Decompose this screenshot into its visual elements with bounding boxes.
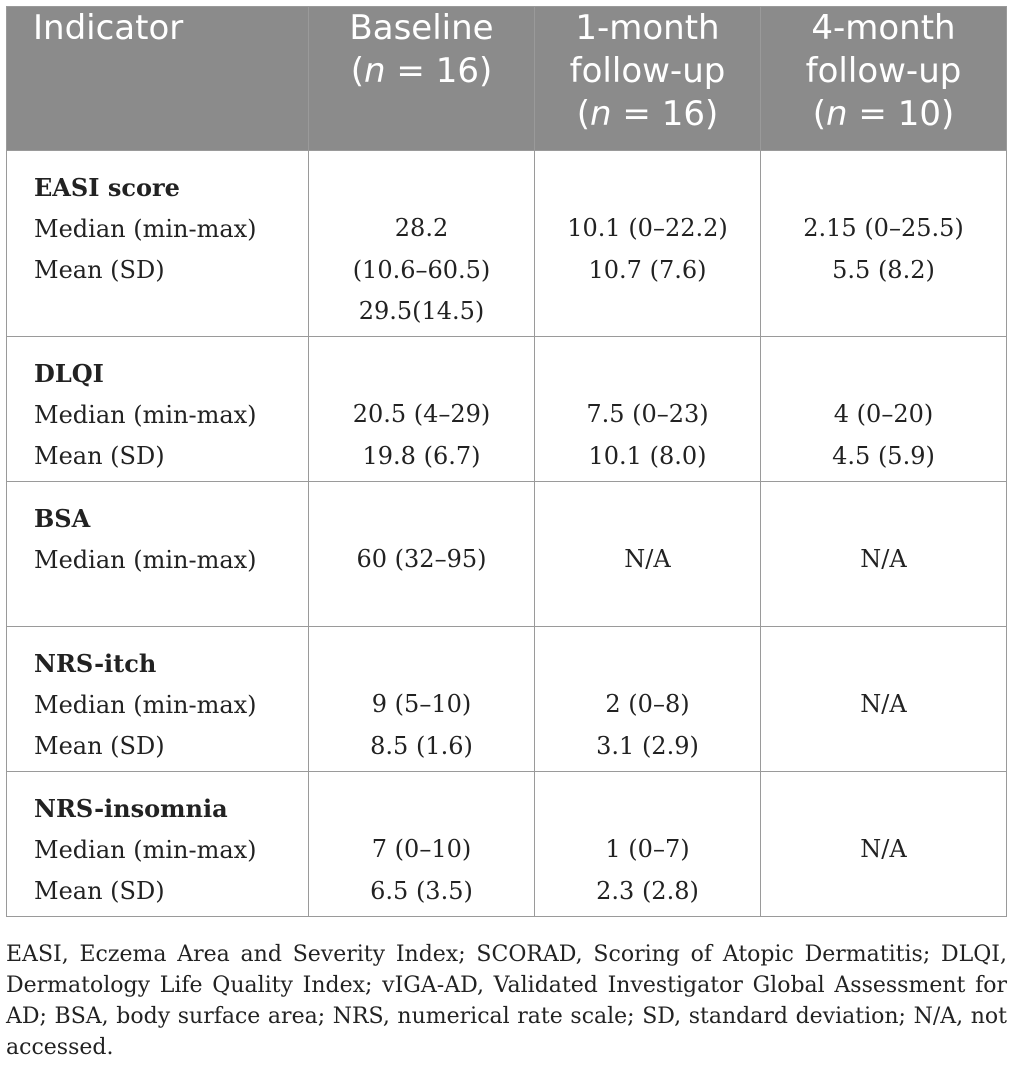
row-nrs-insomnia	[7, 772, 1007, 917]
nrs-insomnia-title: NRS-insomnia	[34, 794, 228, 823]
dlqi-baseline-cell: 20.5 (4–29) 19.8 (6.7)	[309, 337, 535, 482]
bsa-1-month-cell: N/A	[535, 482, 761, 627]
results-table	[6, 6, 1007, 917]
nrs-itch-1-month-cell: 2 (0–8) 3.1 (2.9)	[535, 627, 761, 772]
dlqi-indicator-cell: DLQI Median (min-max) Mean (SD)	[7, 337, 309, 482]
table-footnote: EASI, Eczema Area and Severity Index; SCORAD, Scoring of Atopic Dermatitis; DLQI, Dermatology Life Quality Index; vIGA-AD, Validated Investigator Global Assessment for AD; BSA, body surface area; NRS, numerical rate scale; SD, standard deviation; N/A, not accessed.	[6, 942, 1007, 1060]
nrs-insomnia-1-month-cell: 1 (0–7) 2.3 (2.8)	[535, 772, 761, 917]
dlqi-4-month-cell: 4 (0–20) 4.5 (5.9)	[761, 337, 1007, 482]
header-1-month: 1-month follow-up (n = 16)	[535, 7, 761, 151]
easi-1-month-cell: 10.1 (0–22.2) 10.7 (7.6)	[535, 151, 761, 337]
easi-4-month-cell: 2.15 (0–25.5) 5.5 (8.2)	[761, 151, 1007, 337]
nrs-itch-indicator-cell: NRS-itch Median (min-max) Mean (SD)	[7, 627, 309, 772]
dlqi-1-month-cell: 7.5 (0–23) 10.1 (8.0)	[535, 337, 761, 482]
dlqi-title: DLQI	[34, 359, 104, 388]
bsa-indicator-cell: BSA Median (min-max)	[7, 482, 309, 627]
header-row	[7, 7, 1007, 151]
easi-baseline-cell: 28.2 (10.6–60.5) 29.5(14.5)	[309, 151, 535, 337]
nrs-itch-baseline-cell: 9 (5–10) 8.5 (1.6)	[309, 627, 535, 772]
nrs-insomnia-baseline-cell: 7 (0–10) 6.5 (3.5)	[309, 772, 535, 917]
bsa-baseline-cell: 60 (32–95)	[309, 482, 535, 627]
nrs-itch-4-month-cell: N/A	[761, 627, 1007, 772]
nrs-itch-title: NRS-itch	[34, 649, 157, 678]
bsa-title: BSA	[34, 504, 91, 533]
easi-indicator-cell: EASI score Median (min-max) Mean (SD)	[7, 151, 309, 337]
row-dlqi	[7, 337, 1007, 482]
header-indicator: Indicator	[7, 7, 309, 151]
row-nrs-itch	[7, 627, 1007, 772]
row-bsa	[7, 482, 1007, 627]
header-4-month: 4-month follow-up (n = 10)	[761, 7, 1007, 151]
nrs-insomnia-indicator-cell: NRS-insomnia Median (min-max) Mean (SD)	[7, 772, 309, 917]
bsa-4-month-cell: N/A	[761, 482, 1007, 627]
header-baseline: Baseline (n = 16)	[309, 7, 535, 151]
nrs-insomnia-4-month-cell: N/A	[761, 772, 1007, 917]
row-easi-score	[7, 151, 1007, 337]
easi-title: EASI score	[34, 173, 180, 202]
